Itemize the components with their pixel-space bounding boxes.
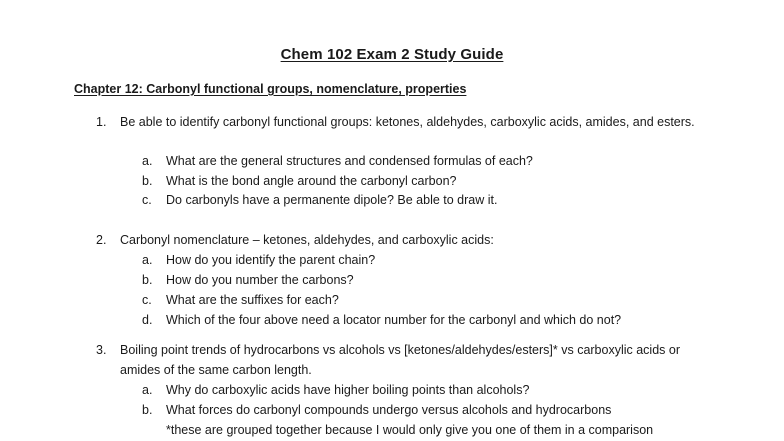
subitem-text: Which of the four above need a locator number for the carbonyl and which do not? xyxy=(166,313,622,327)
subitem-letter: a. xyxy=(142,253,153,267)
subitem-text: How do you identify the parent chain? xyxy=(166,253,376,267)
item-text: Boiling point trends of hydrocarbons vs alcohols vs [ketones/aldehydes/esters]* vs carboxylic acids or amides of the same carbon length. xyxy=(120,343,681,377)
subitem-letter: b. xyxy=(142,403,153,417)
subitem-text: Why do carboxylic acids have higher boiling points than alcohols? xyxy=(166,383,530,397)
item-number: 2. xyxy=(96,233,107,247)
document-title: Chem 102 Exam 2 Study Guide xyxy=(280,46,504,63)
subitem-letter: c. xyxy=(142,293,152,307)
subitem-letter: c. xyxy=(142,193,152,207)
subitem-text: What forces do carbonyl compounds undergo versus alcohols and hydrocarbons xyxy=(166,403,612,417)
subitem-letter: d. xyxy=(142,313,153,327)
subitem-letter: b. xyxy=(142,273,153,287)
subitem-letter: a. xyxy=(142,383,153,397)
footnote-text: *these are grouped together because I would only give you one of them in a comparison xyxy=(166,423,654,437)
item-number: 3. xyxy=(96,343,107,357)
subitem-text: How do you number the carbons? xyxy=(166,273,354,287)
subitem-text: What are the suffixes for each? xyxy=(166,293,339,307)
subitem-text: What is the bond angle around the carbonyl carbon? xyxy=(166,173,457,188)
chapter-heading: Chapter 12: Carbonyl functional groups, nomenclature, properties xyxy=(74,82,467,96)
item-text: Be able to identify carbonyl functional groups: ketones, aldehydes, carboxylic acids, amides, and esters. xyxy=(120,115,695,129)
subitem-text: What are the general structures and condensed formulas of each? xyxy=(166,154,533,168)
subitem-text: Do carbonyls have a permanente dipole? Be able to draw it. xyxy=(166,193,498,207)
item-text: Carbonyl nomenclature – ketones, aldehydes, and carboxylic acids: xyxy=(120,233,494,247)
item-number: 1. xyxy=(96,115,107,129)
subitem-letter: a. xyxy=(142,154,153,168)
subitem-letter: b. xyxy=(142,173,153,188)
